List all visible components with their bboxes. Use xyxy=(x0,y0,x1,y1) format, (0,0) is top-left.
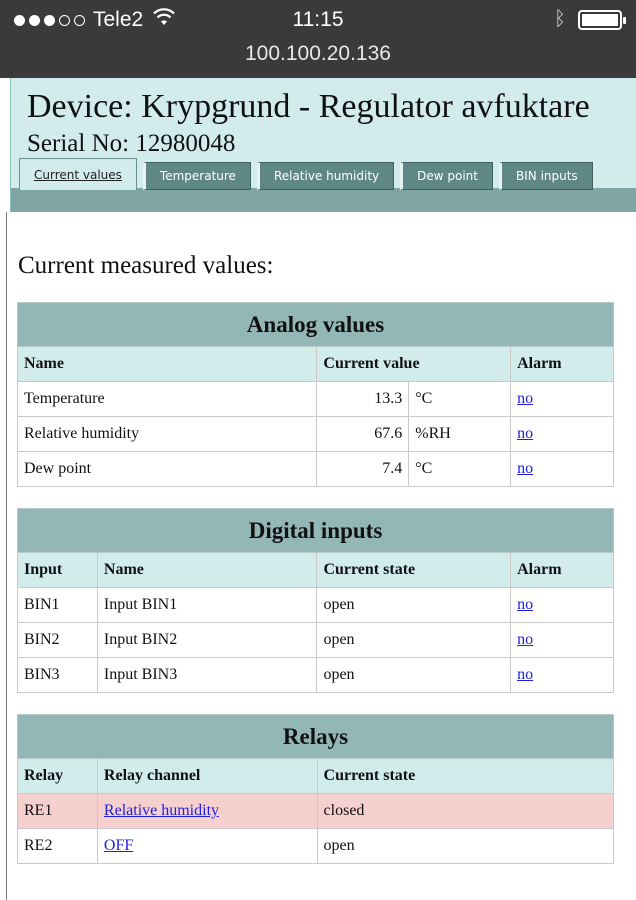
column-header: Name xyxy=(97,553,317,588)
serial-number: Serial No: 12980048 xyxy=(27,130,236,157)
analog-values-table xyxy=(17,302,614,487)
measure-name: Relative humidity xyxy=(18,417,317,452)
table-row xyxy=(18,623,614,658)
alarm-link[interactable]: no xyxy=(517,390,534,407)
page-heading: Current measured values: xyxy=(18,252,274,279)
column-header: Alarm xyxy=(511,347,614,382)
alarm-link[interactable]: no xyxy=(517,425,534,442)
tab-relative-humidity[interactable]: Relative humidity xyxy=(257,162,394,190)
input-id: BIN2 xyxy=(18,623,98,658)
status-time: 11:15 xyxy=(292,8,344,31)
status-right xyxy=(554,8,622,31)
input-id: BIN1 xyxy=(18,588,98,623)
relay-channel-link[interactable]: Relative humidity xyxy=(103,802,220,819)
tab-current-values[interactable]: Current values xyxy=(19,158,137,190)
table-row xyxy=(18,417,614,452)
relay-state: open xyxy=(317,829,613,864)
input-state: open xyxy=(317,658,511,693)
column-header: Name xyxy=(18,347,317,382)
column-header: Relay xyxy=(18,759,98,794)
measure-value: 67.6 xyxy=(317,417,409,452)
address-bar-url[interactable]: 100.100.20.136 xyxy=(245,42,391,65)
column-header: Alarm xyxy=(511,553,614,588)
table-row xyxy=(18,452,614,487)
column-header: Input xyxy=(18,553,98,588)
measure-name: Temperature xyxy=(18,382,317,417)
measure-unit: %RH xyxy=(409,417,511,452)
table-row xyxy=(18,658,614,693)
ios-status-bar xyxy=(0,0,636,78)
input-state: open xyxy=(317,588,511,623)
table-caption: Digital inputs xyxy=(18,509,614,553)
measure-unit: °C xyxy=(409,452,511,487)
column-header: Current state xyxy=(317,553,511,588)
tab-bin-inputs[interactable]: BIN inputs xyxy=(499,162,593,190)
alarm-link[interactable]: no xyxy=(517,666,534,683)
tab-dew-point[interactable]: Dew point xyxy=(400,162,493,190)
table-row xyxy=(18,382,614,417)
page-header xyxy=(10,78,636,212)
measure-unit: °C xyxy=(409,382,511,417)
page-left-border xyxy=(6,212,7,900)
column-header: Current value xyxy=(317,347,511,382)
tab-band xyxy=(11,188,636,212)
input-name: Input BIN3 xyxy=(97,658,317,693)
input-id: BIN3 xyxy=(18,658,98,693)
measure-name: Dew point xyxy=(18,452,317,487)
tab-bar xyxy=(19,158,593,190)
table-row xyxy=(18,794,614,829)
table-row xyxy=(18,829,614,864)
table-row xyxy=(18,588,614,623)
battery-icon xyxy=(578,10,622,30)
table-caption: Analog values xyxy=(18,303,614,347)
input-name: Input BIN2 xyxy=(97,623,317,658)
carrier-name: Tele2 xyxy=(93,8,144,31)
bluetooth-icon: ᛒ xyxy=(554,8,566,30)
device-title: Device: Krypgrund - Regulator avfuktare xyxy=(27,88,590,125)
measure-value: 13.3 xyxy=(317,382,409,417)
relay-id: RE2 xyxy=(18,829,98,864)
alarm-link[interactable]: no xyxy=(517,631,534,648)
relay-channel-link[interactable]: OFF xyxy=(103,837,134,854)
column-header: Current state xyxy=(317,759,613,794)
tab-temperature[interactable]: Temperature xyxy=(143,162,251,190)
column-header: Relay channel xyxy=(97,759,317,794)
relays-table xyxy=(17,714,614,864)
alarm-link[interactable]: no xyxy=(517,460,534,477)
table-caption: Relays xyxy=(18,715,614,759)
input-name: Input BIN1 xyxy=(97,588,317,623)
relay-state: closed xyxy=(317,794,613,829)
input-state: open xyxy=(317,623,511,658)
alarm-link[interactable]: no xyxy=(517,596,534,613)
digital-inputs-table xyxy=(17,508,614,693)
measure-value: 7.4 xyxy=(317,452,409,487)
relay-id: RE1 xyxy=(18,794,98,829)
